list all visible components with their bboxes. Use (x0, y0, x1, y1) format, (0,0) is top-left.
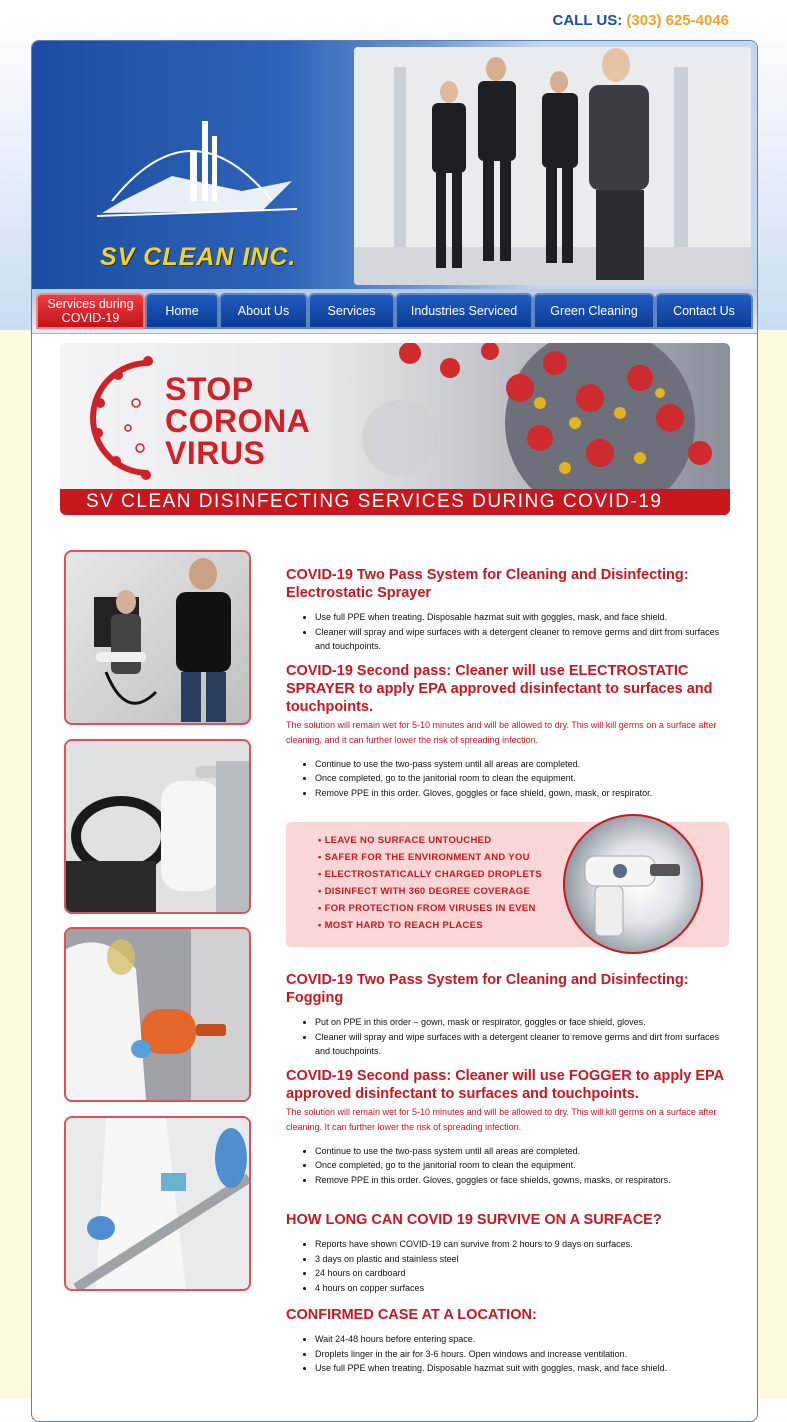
vehicle-interior-image (66, 741, 249, 912)
list-item: • Remove PPE in this order. Gloves, goggles or face shields, gowns, masks, or respirators. (315, 1173, 726, 1188)
list-item: • 4 hours on copper surfaces (315, 1281, 726, 1296)
list-item: • Put on PPE in this order – gown, mask or respirator, goggles or face shield, gloves. (315, 1015, 726, 1030)
section3-title: HOW LONG CAN COVID 19 SURVIVE ON A SURFACE? (286, 1212, 662, 1228)
section3-list (286, 1237, 726, 1295)
list-item: • DISINFECT WITH 360 DEGREE COVERAGE (318, 883, 729, 900)
call-label: CALL US: (552, 12, 623, 29)
list-item: • 24 hours on cardboard (315, 1266, 726, 1281)
features-callout (286, 822, 729, 947)
nav-green-cleaning[interactable]: Green Cleaning (533, 293, 655, 329)
page-frame (31, 40, 758, 1422)
worker-sprayer-image (66, 552, 249, 723)
banner-strip: SV CLEAN DISINFECTING SERVICES DURING COVID-19 (60, 489, 730, 515)
stop-corona-text: STOP CORONA VIRUS (165, 371, 311, 471)
section1-second-title: COVID-19 Second pass: Cleaner will use ELECTROSTATIC SPRAYER to apply EPA approved disinfectant to surfaces and touchpoints. (286, 662, 713, 715)
virus-illustration (340, 343, 730, 493)
list-item: • FOR PROTECTION FROM VIRUSES IN EVEN (318, 900, 729, 917)
fogger-worker-image (66, 929, 249, 1100)
list-item: • MOST HARD TO REACH PLACES (318, 917, 729, 934)
hero-image (354, 47, 751, 285)
section2-list2 (286, 1144, 726, 1188)
nav-about-us[interactable]: About Us (219, 293, 308, 329)
phone-number[interactable]: (303) 625-4046 (626, 12, 729, 29)
main-nav (32, 289, 757, 334)
list-item: • ELECTROSTATICALLY CHARGED DROPLETS (318, 866, 729, 883)
logo-text: SV CLEAN INC. (100, 243, 297, 271)
header (32, 41, 757, 289)
list-item: • SAFER FOR THE ENVIRONMENT AND YOU (318, 849, 729, 866)
list-item: • Reports have shown COVID-19 can survive from 2 hours to 9 days on surfaces. (315, 1237, 726, 1252)
section4-list (286, 1332, 726, 1376)
section-fogging (286, 971, 726, 1187)
call-us (553, 12, 729, 29)
handrail-cleaning-image (66, 1118, 249, 1289)
section2-title: COVID-19 Two Pass System for Cleaning and Disinfecting: Fogging (286, 972, 689, 1006)
section1-note: The solution will remain wet for 5-10 minutes and will be allowed to dry. This will kill germs on a surface after cleaning, and it can further lower the risk of spreading infection. (286, 719, 717, 745)
photo-fogging (64, 927, 251, 1102)
nav-services[interactable]: Services (308, 293, 395, 329)
section-confirmed-case (286, 1306, 726, 1376)
section1-title: COVID-19 Two Pass System for Cleaning and Disinfecting: Electrostatic Sprayer (286, 567, 689, 601)
section1-list2 (286, 757, 726, 801)
list-item: • Continue to use the two-pass system until all areas are completed. (315, 1144, 726, 1159)
nav-services-covid[interactable]: Services during COVID-19 (36, 293, 145, 329)
nav-home[interactable]: Home (145, 293, 219, 329)
nav-industries[interactable]: Industries Serviced (395, 293, 533, 329)
section4-title: CONFIRMED CASE AT A LOCATION: (286, 1307, 537, 1323)
section2-list (286, 1015, 726, 1059)
business-team-image (354, 47, 751, 285)
list-item: • Wait 24-48 hours before entering space. (315, 1332, 726, 1347)
stop-corona-banner (60, 343, 730, 515)
list-item: • 3 days on plastic and stainless steel (315, 1252, 726, 1267)
sprayer-circle-image (563, 814, 703, 954)
logo-skyline-icon (62, 81, 322, 241)
list-item: • Remove PPE in this order. Gloves, goggles or face shield, gown, mask, or respirator. (315, 786, 726, 801)
nav-contact-us[interactable]: Contact Us (655, 293, 753, 329)
list-item: • Continue to use the two-pass system until all areas are completed. (315, 757, 726, 772)
list-item: • Use full PPE when treating. Disposable hazmat suit with goggles, mask, and face shield. (315, 610, 726, 625)
list-item: • Once completed, go to the janitorial room to clean the equipment. (315, 771, 726, 786)
section1-list (286, 610, 726, 654)
section-electrostatic (286, 566, 726, 800)
list-item: • Once completed, go to the janitorial room to clean the equipment. (315, 1158, 726, 1173)
section2-note: The solution will remain wet for 5-10 minutes and will be allowed to dry. This will kill germs on a surface after cleaning. It can further lower the risk of spreading infection. (286, 1106, 717, 1132)
electrostatic-sprayer-icon (565, 816, 701, 952)
list-item: • LEAVE NO SURFACE UNTOUCHED (318, 832, 729, 849)
photo-electrostatic-sprayer (64, 550, 251, 725)
list-item: • Cleaner will spray and wipe surfaces with a detergent cleaner to remove germs and dirt from surfaces and touchpoints. (315, 1030, 726, 1059)
list-item: • Use full PPE when treating. Disposable hazmat suit with goggles, mask, and face shield. (315, 1361, 726, 1376)
section2-second-title: COVID-19 Second pass: Cleaner will use FOGGER to apply EPA approved disinfectant to surfaces and touchpoints. (286, 1067, 724, 1102)
section-survival (286, 1211, 726, 1295)
virus-icon (88, 353, 168, 483)
list-item: • Droplets linger in the air for 3-6 hours. Open windows and increase ventilation. (315, 1347, 726, 1362)
photo-vehicle-disinfecting (64, 739, 251, 914)
list-item: • Cleaner will spray and wipe surfaces with a detergent cleaner to remove germs and dirt from surfaces and touchpoints. (315, 625, 726, 654)
photo-handrail-cleaning (64, 1116, 251, 1291)
logo[interactable] (62, 81, 322, 271)
